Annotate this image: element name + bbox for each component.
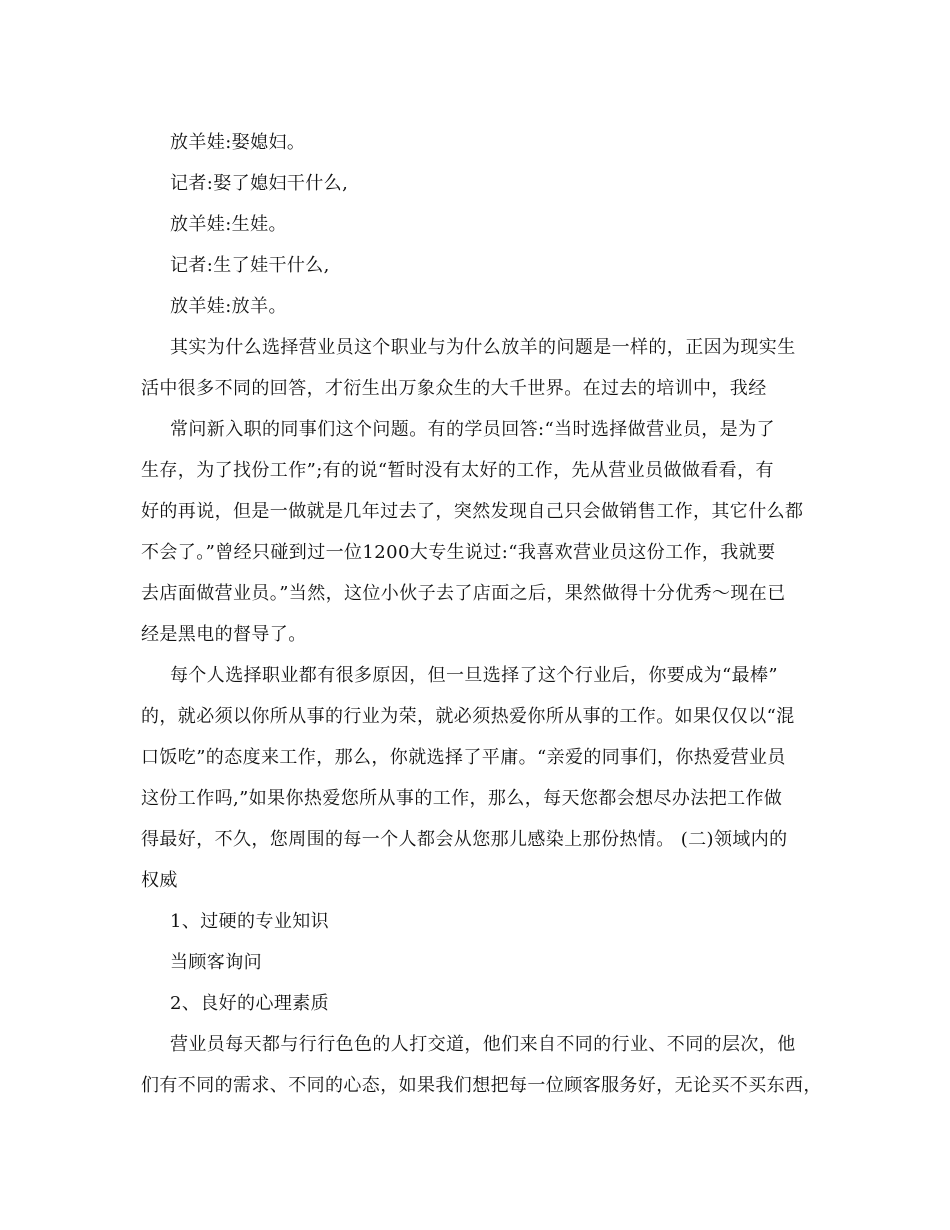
text-line: 放羊娃:放羊。 — [170, 296, 287, 317]
text-line: 权威 — [141, 870, 178, 891]
text-line: 每个人选择职业都有很多原因，但一旦选择了这个行业后，你要成为“最棒” — [170, 665, 779, 686]
text-line: 去店面做营业员。”当然，这位小伙子去了店面之后，果然做得十分优秀～现在已 — [141, 583, 786, 604]
text-line: 不会了。”曾经只碰到过一位1200大专生说过:“我喜欢营业员这份工作，我就要 — [141, 542, 776, 563]
text-line: 经是黑电的督导了。 — [141, 624, 307, 645]
section-heading: 2、良好的心理素质 — [170, 993, 330, 1014]
text-line: 好的再说，但是一做就是几年过去了，突然发现自己只会做销售工作，其它什么都 — [141, 501, 804, 522]
text-line: 得最好，不久，您周围的每一个人都会从您那儿感染上那份热情。 (二)领域内的 — [141, 829, 788, 850]
text-line: 这份工作吗,”如果你热爱您所从事的工作，那么，每天您都会想尽办法把工作做 — [141, 788, 783, 809]
text-line: 放羊娃:娶媳妇。 — [170, 132, 306, 153]
text-line: 生存，为了找份工作”;有的说“暂时没有太好的工作，先从营业员做做看看，有 — [141, 460, 774, 481]
text-line: 口饭吃”的态度来工作，那么，你就选择了平庸。“亲爱的同事们，你热爱营业员 — [141, 747, 786, 768]
section-heading: 1、过硬的专业知识 — [170, 911, 330, 932]
text-line: 营业员每天都与行行色色的人打交道，他们来自不同的行业、不同的层次，他 — [170, 1034, 796, 1055]
text-line: 记者:娶了媳妇干什么, — [170, 173, 349, 194]
text-line: 其实为什么选择营业员这个职业与为什么放羊的问题是一样的，正因为现实生 — [170, 337, 796, 358]
text-line: 活中很多不同的回答，才衍生出万象众生的大千世界。在过去的培训中，我经 — [141, 378, 767, 399]
text-line: 当顾客询问 — [170, 952, 262, 973]
text-line: 放羊娃:生娃。 — [170, 214, 287, 235]
text-line: 们有不同的需求、不同的心态，如果我们想把每一位顾客服务好，无论买不买东西， — [141, 1075, 822, 1096]
text-line: 常问新入职的同事们这个问题。有的学员回答:“当时选择做营业员，是为了 — [170, 419, 775, 440]
text-line: 记者:生了娃干什么, — [170, 255, 330, 276]
text-line: 的，就必须以你所从事的行业为荣，就必须热爱你所从事的工作。如果仅仅以“混 — [141, 706, 795, 727]
